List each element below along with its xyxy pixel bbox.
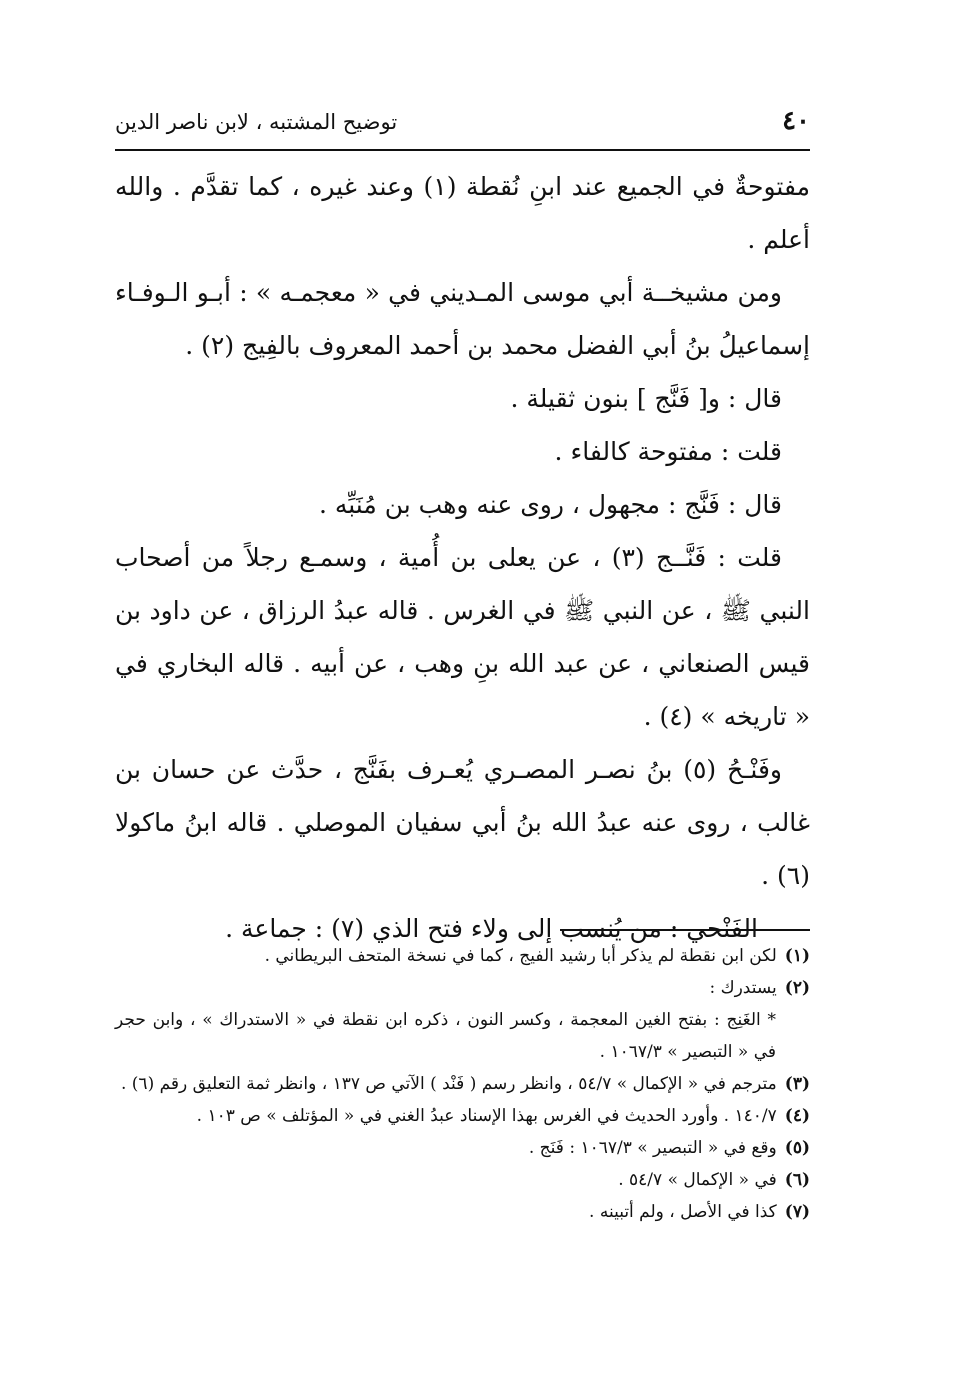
footnote-number: (١) <box>784 946 810 966</box>
footnote-text: كذا في الأصل ، ولم أتبينه . <box>589 1202 777 1222</box>
running-title: توضيح المشتبه ، لابن ناصر الدين <box>115 110 398 134</box>
footnote-number: (٦) <box>784 1170 810 1190</box>
footnote <box>115 972 810 1004</box>
footnote <box>115 1004 810 1068</box>
header-divider <box>115 149 810 151</box>
paragraph: قلت : مفتوحة كالفاء . <box>554 437 782 466</box>
paragraph: قال : فَنَّج : مجهول ، روى عنه وهب بن مُنَبِّه . <box>318 490 782 519</box>
footnote-number: (٤) <box>784 1106 810 1126</box>
footnote-number: (٣) <box>784 1074 810 1094</box>
paragraph: قلت : فَنَّــج (٣) ، عن يعلى بن أُمية ، وسمـع رجلاً من أصحاب النبي ﷺ ، عن النبي ﷺ في الغرس . قاله عبدُ الرزاق ، عن داود بن قيس الصنعاني ، عن عبد الله بنِ وهب ، عن أبيه . قاله البخاري في « تاريخه » (٤) . <box>115 543 810 731</box>
footnote-divider <box>560 929 810 931</box>
footnote-text: يستدرك : <box>709 978 777 998</box>
footnote <box>115 1164 810 1196</box>
paragraph: وفَنْـحُ (٥) بنُ نصـر المصـري يُعـرف بفَنَّج ، حدَّث عن حسان بن غالب ، روى عنه عبدُ الله بنُ أبي سفيان الموصلي . قاله ابنُ ماكولا (٦) . <box>115 755 810 890</box>
paragraph: الفَنْحي : من يُنسب إلى ولاء فتح الذي (٧) : جماعة . <box>225 914 758 943</box>
footnotes <box>115 940 810 1228</box>
footnote-number: (٥) <box>784 1138 810 1158</box>
footnote-text: في « الإكمال » ٥٤/٧ . <box>618 1170 777 1190</box>
footnote-text: ١٤٠/٧ . وأورد الحديث في الغرس بهذا الإسناد عبدُ الغني في « المؤتلف » ص ١٠٣ . <box>196 1106 777 1126</box>
footnote-text: مترجم في « الإكمال » ٥٤/٧ ، وانظر رسم ( فَنْد ) الآتي ص ١٣٧ ، وانظر ثمة التعليق رقم (٦) . <box>120 1074 777 1094</box>
footnote-number: (٧) <box>784 1202 810 1222</box>
main-text <box>115 160 810 955</box>
footnote <box>115 1132 810 1164</box>
paragraph: ومن مشيخــة أبي موسى المـديني في « معجمـه » : أبـو الـوفـاء إسماعيلُ بنُ أبي الفضل محمد بن أحمد المعروف بالفِيج (٢) . <box>115 278 810 360</box>
page-header <box>115 100 810 146</box>
footnote <box>115 1196 810 1228</box>
footnote-number: (٢) <box>784 978 810 998</box>
page-number: ٤٠ <box>782 106 810 136</box>
paragraph: قال : و[ فَنَّج ] بنون ثقيلة . <box>510 384 782 413</box>
footnote-text: لكن ابن نقطة لم يذكر أبا رشيد الفيج ، كما في نسخة المتحف البريطاني . <box>264 946 777 966</box>
paragraph: مفتوحةٌ في الجميع عند ابنِ نُقطة (١) وعند غيره ، كما تقدَّم . والله أعلم . <box>115 172 810 254</box>
footnote <box>115 1068 810 1100</box>
footnote <box>115 1100 810 1132</box>
footnote-text: وقع في « التبصير » ١٠٦٧/٣ : فَنَج . <box>528 1138 777 1158</box>
footnote <box>115 940 810 972</box>
footnote-text: * الغَنِج : بفتح الغين المعجمة ، وكسر النون ، ذكره ابن نقطة في « الاستدراك » ، وابن حجر في « التبصير » ١٠٦٧/٣ . <box>115 1010 776 1062</box>
